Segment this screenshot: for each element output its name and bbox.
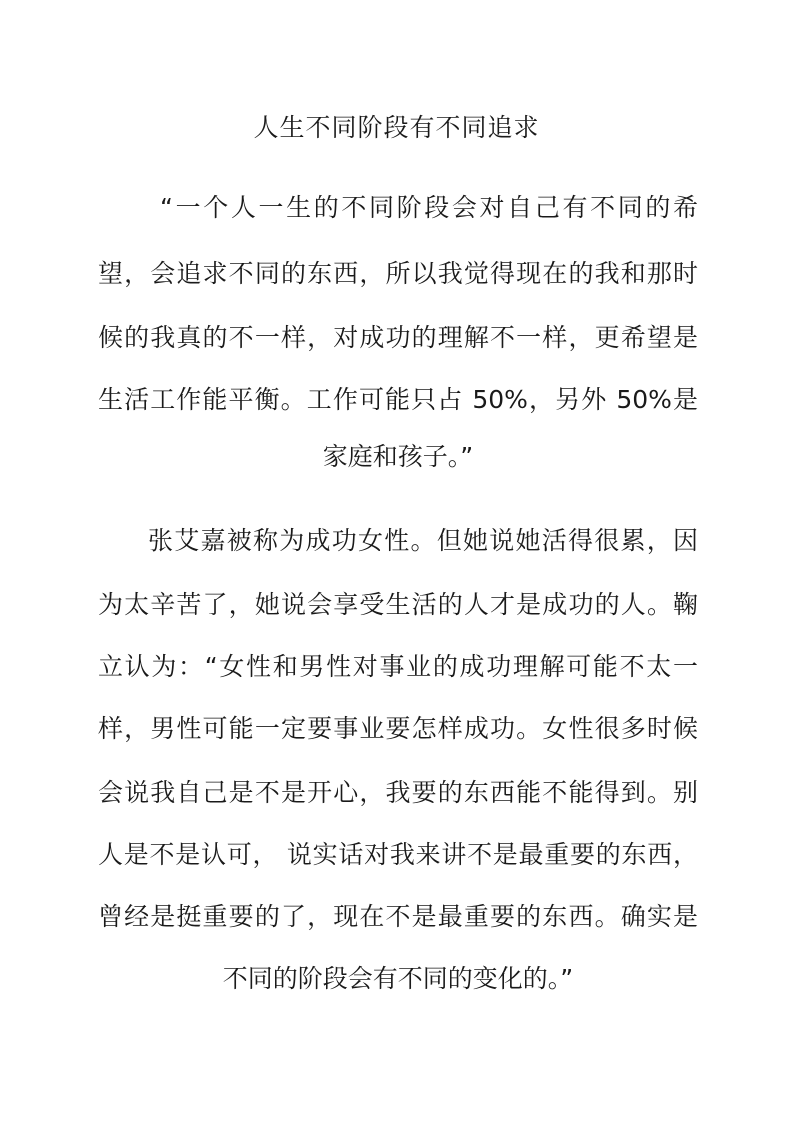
paragraph-line: 立认为：“女性和男性对事业的成功理解可能不太一 (98, 652, 698, 681)
paragraph-line: 为太辛苦了，她说会享受生活的人才是成功的人。鞠 (98, 590, 698, 619)
paragraph-line: 家庭和孩子。” (322, 442, 474, 471)
paragraph-line: 候的我真的不一样，对成功的理解不一样，更希望是 (98, 323, 698, 352)
paragraph-line: 张艾嘉被称为成功女性。但她说她活得很累，因 (148, 526, 698, 555)
paragraph-line: “一个人一生的不同阶段会对自己有不同的希 (160, 193, 698, 222)
paragraph-line: 曾经是挺重要的了，现在不是最重要的东西。确实是 (98, 902, 698, 931)
document-title: 人生不同阶段有不同追求 (253, 113, 540, 142)
paragraph-line: 生活工作能平衡。工作可能只占 50%，另外 50%是 (98, 385, 698, 414)
paragraph-line: 望，会追求不同的东西，所以我觉得现在的我和那时 (98, 259, 698, 288)
paragraph-line: 样，男性可能一定要事业要怎样成功。女性很多时候 (98, 714, 698, 743)
paragraph-line: 会说我自己是不是开心，我要的东西能不能得到。别 (98, 778, 698, 807)
paragraph-line: 人是不是认可， 说实话对我来讲不是最重要的东西， (98, 840, 698, 869)
paragraph-line: 不同的阶段会有不同的变化的。” (222, 964, 574, 993)
